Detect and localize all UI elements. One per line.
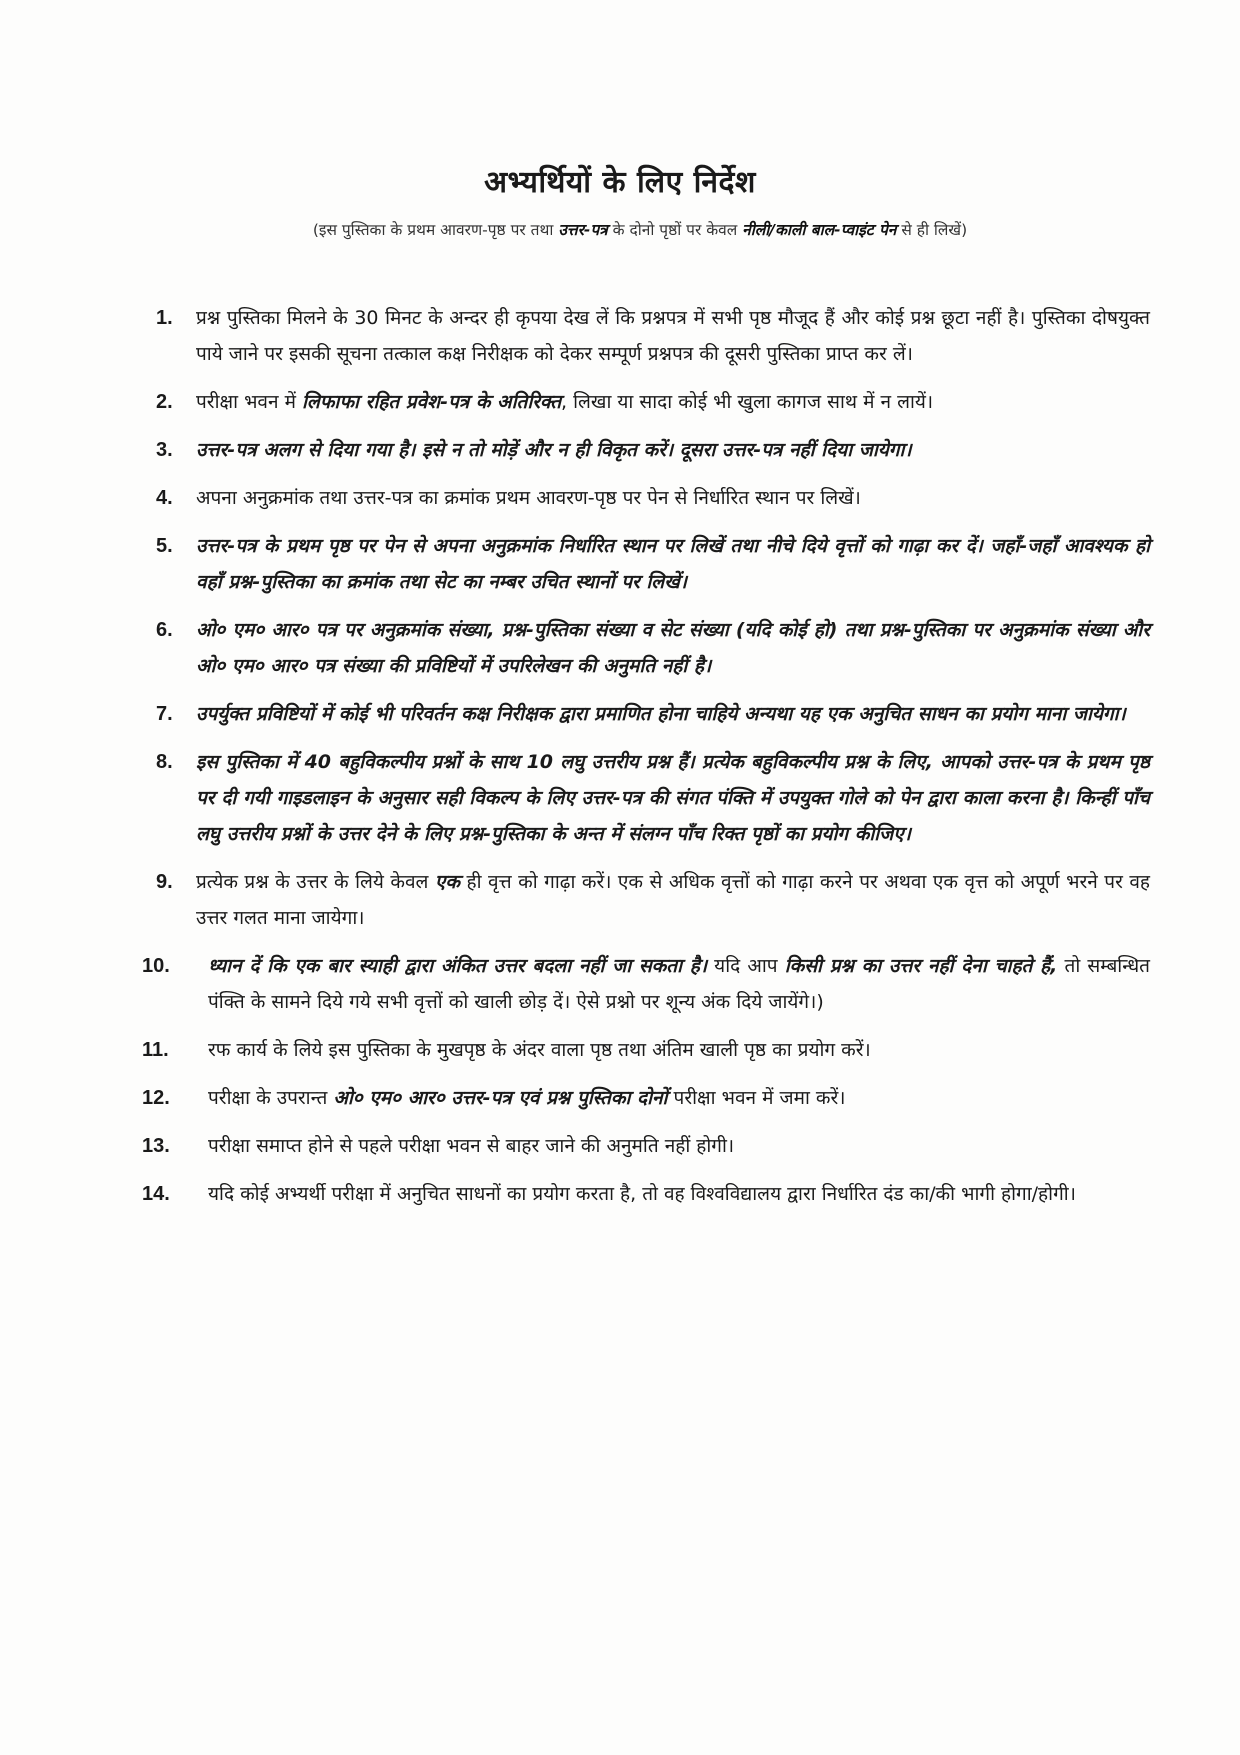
- instruction-text: तो सम्बन्धित पंक्ति के सामने दिये गये सभी वृत्तों को खाली छोड़ दें। ऐसे प्रश्नो पर शून्य अंक दिये जायेंगे।): [208, 955, 1150, 1013]
- instruction-text: यदि आप: [707, 955, 785, 977]
- instruction-item-12: [142, 1080, 1150, 1116]
- page-subtitle: [140, 218, 1140, 240]
- instruction-number: 13.: [142, 1135, 170, 1157]
- subtitle-part-2: उत्तर-पत्र: [558, 221, 608, 239]
- instruction-number: 9.: [156, 871, 173, 893]
- instruction-number: 4.: [156, 487, 173, 509]
- instruction-number: 5.: [156, 535, 173, 557]
- instruction-number: 3.: [156, 439, 173, 461]
- instruction-item-4: [156, 480, 1150, 516]
- instruction-list: [142, 300, 1150, 1224]
- instruction-item-14: [142, 1176, 1150, 1212]
- instruction-text: प्रश्न पुस्तिका मिलने के 30 मिनट के अन्दर ही कृपया देख लें कि प्रश्नपत्र में सभी पृष्ठ मौजूद हैं और कोई प्रश्न छूटा नहीं है। पुस्तिका दोषयुक्त पाये जाने पर इसकी सूचना तत्काल कक्ष निरीक्षक को देकर सम्पूर्ण प्रश्नपत्र की दूसरी पुस्तिका प्राप्त कर लें।: [196, 307, 1150, 365]
- instruction-item-5: [156, 528, 1150, 600]
- instruction-text: ही वृत्त को गाढ़ा करें। एक से अधिक वृत्तों को गाढ़ा करने पर अथवा एक वृत्त को अपूर्ण भरने पर वह उत्तर गलत माना जायेगा।: [196, 871, 1150, 929]
- instruction-number: 7.: [156, 703, 173, 725]
- instruction-item-1: [156, 300, 1150, 372]
- instruction-text: परीक्षा भवन में जमा करें।: [667, 1087, 846, 1109]
- subtitle-part-4: नीली/काली बाल-प्वाइंट पेन: [742, 221, 897, 239]
- instruction-text: प्रत्येक प्रश्न के उत्तर के लिये केवल: [196, 871, 435, 893]
- instruction-text: परीक्षा के उपरान्त: [208, 1087, 334, 1109]
- instruction-emphasis: ओ० एम० आर० उत्तर-पत्र एवं प्रश्न पुस्तिका दोनों: [333, 1087, 668, 1109]
- instruction-number: 14.: [142, 1183, 170, 1205]
- instruction-emphasis: किसी प्रश्न का उत्तर नहीं देना चाहते हैं,: [784, 955, 1058, 977]
- instruction-number: 6.: [156, 619, 173, 641]
- page-title: अभ्यर्थियों के लिए निर्देश: [484, 165, 756, 200]
- instruction-item-10: [142, 948, 1150, 1020]
- instruction-text: यदि कोई अभ्यर्थी परीक्षा में अनुचित साधनों का प्रयोग करता है, तो वह विश्वविद्यालय द्वारा निर्धारित दंड का/की भागी होगा/होगी।: [208, 1183, 1076, 1205]
- subtitle-part-1: (इस पुस्तिका के प्रथम आवरण-पृष्ठ पर तथा: [312, 221, 559, 239]
- instruction-text: अपना अनुक्रमांक तथा उत्तर-पत्र का क्रमांक प्रथम आवरण-पृष्ठ पर पेन से निर्धारित स्थान पर लिखें।: [196, 487, 861, 509]
- instruction-text: उपर्युक्त प्रविष्टियों में कोई भी परिवर्तन कक्ष निरीक्षक द्वारा प्रमाणित होना चाहिये अन्यथा यह एक अनुचित साधन का प्रयोग माना जायेगा।: [196, 703, 1126, 725]
- instruction-item-7: [156, 696, 1150, 732]
- subtitle-part-5: से ही लिखें): [896, 221, 968, 239]
- instruction-text: परीक्षा भवन में: [196, 391, 302, 413]
- instruction-number: 10.: [142, 955, 170, 977]
- instruction-number: 2.: [156, 391, 173, 413]
- instruction-text: परीक्षा समाप्त होने से पहले परीक्षा भवन से बाहर जाने की अनुमति नहीं होगी।: [208, 1135, 735, 1157]
- instruction-emphasis: लिफाफा रहित प्रवेश-पत्र के अतिरिक्त: [301, 391, 562, 413]
- instruction-emphasis: ध्यान दें कि एक बार स्याही द्वारा अंकित उत्तर बदला नहीं जा सकता है।: [208, 955, 708, 977]
- instruction-item-13: [142, 1128, 1150, 1164]
- instruction-text: उत्तर-पत्र के प्रथम पृष्ठ पर पेन से अपना अनुक्रमांक निर्धारित स्थान पर लिखें तथा नीचे दिये वृत्तों को गाढ़ा कर दें। जहाँ-जहाँ आवश्यक हो वहाँ प्रश्न-पुस्तिका का क्रमांक तथा सेट का नम्बर उचित स्थानों पर लिखें।: [196, 535, 1150, 593]
- instruction-number: 11.: [142, 1039, 169, 1061]
- instruction-text: , लिखा या सादा कोई भी खुला कागज साथ में न लायें।: [561, 391, 934, 413]
- subtitle-part-3: के दोनो पृष्ठों पर केवल: [607, 221, 743, 239]
- instruction-text: इस पुस्तिका में 40 बहुविकल्पीय प्रश्नों के साथ 10 लघु उत्तरीय प्रश्न हैं। प्रत्येक बहुविकल्पीय प्रश्न के लिए, आपको उत्तर-पत्र के प्रथम पृष्ठ पर दी गयी गाइडलाइन के अनुसार सही विकल्प के लिए उत्तर-पत्र की संगत पंक्ति में उपयुक्त गोले को पेन द्वारा काला करना है। किन्हीं पाँच लघु उत्तरीय प्रश्नों के उत्तर देने के लिए प्रश्न-पुस्तिका के अन्त में संलग्न पाँच रिक्त पृष्ठों का प्रयोग कीजिए।: [196, 751, 1150, 845]
- instruction-item-6: [156, 612, 1150, 684]
- instruction-number: 1.: [156, 307, 173, 329]
- instruction-text: रफ कार्य के लिये इस पुस्तिका के मुखपृष्ठ के अंदर वाला पृष्ठ तथा अंतिम खाली पृष्ठ का प्रयोग करें।: [208, 1039, 871, 1061]
- instruction-emphasis: एक: [434, 871, 461, 893]
- instruction-number: 8.: [156, 751, 173, 773]
- instruction-item-8: [156, 744, 1150, 852]
- instruction-item-3: [156, 432, 1150, 468]
- instruction-number: 12.: [142, 1087, 170, 1109]
- instruction-item-2: [156, 384, 1150, 420]
- instruction-text: उत्तर-पत्र अलग से दिया गया है। इसे न तो मोड़ें और न ही विकृत करें। दूसरा उत्तर-पत्र नहीं दिया जायेगा।: [196, 439, 912, 461]
- instruction-text: ओ० एम० आर० पत्र पर अनुक्रमांक संख्या, प्रश्न-पुस्तिका संख्या व सेट संख्या (यदि कोई हो) तथा प्रश्न-पुस्तिका पर अनुक्रमांक संख्या और ओ० एम० आर० पत्र संख्या की प्रविष्टियों में उपरिलेखन की अनुमति नहीं है।: [196, 619, 1150, 677]
- instruction-item-9: [156, 864, 1150, 936]
- instruction-item-11: [142, 1032, 1150, 1068]
